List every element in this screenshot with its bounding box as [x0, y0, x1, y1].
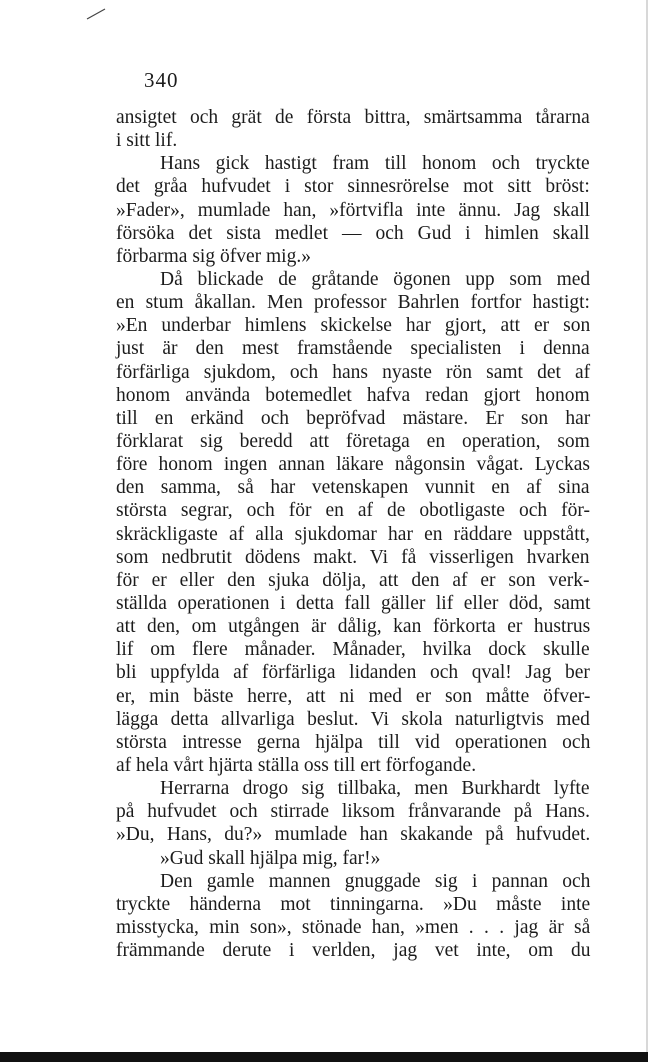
text-line: »Fader», mumlade han, »förtvifla inte ännu. Jag skall	[116, 199, 590, 221]
text-line: det gråa hufvudet i stor sinnesrörelse mot sitt bröst:	[116, 176, 590, 198]
text-line: af hela vårt hjärta ställa oss till ert förfogande.	[116, 754, 477, 776]
text-line: att den, om utgången är dålig, kan förkorta er hustrus	[116, 616, 591, 638]
text-line: ställda operationen i detta fall gäller lif eller död, samt	[116, 592, 591, 614]
text-line: skräckligaste af alla sjukdomar har en räddare uppstått,	[116, 523, 590, 545]
text-line: på hufvudet och stirrade liksom frånvarande på Hans.	[116, 801, 591, 823]
text-line: största intresse gerna hjälpa till vid operationen och	[116, 731, 591, 753]
text-line: bli uppfylda af förfärliga lidanden och qval! Jag ber	[116, 662, 590, 684]
text-line: Då blickade de gråtande ögonen upp som med	[160, 268, 591, 290]
text-line: »En underbar himlens skickelse har gjort, att er son	[116, 315, 591, 337]
text-line: Hans gick hastigt fram till honom och tryckte	[160, 153, 590, 175]
text-line: just är den mest framstående specialisten i denna	[116, 338, 590, 360]
text-line: försöka det sista medlet — och Gud i himlen skall	[116, 222, 590, 244]
text-line: före honom ingen annan läkare någonsin vågat. Lyckas	[116, 454, 590, 476]
text-line: Herrarna drogo sig tillbaka, men Burkhardt lyfte	[160, 778, 590, 800]
page-number: 340	[144, 68, 179, 92]
corner-pencil-mark	[86, 8, 106, 20]
text-line: förklarat sig beredd att företaga en operation, som	[116, 430, 590, 452]
text-line: till en erkänd och bepröfvad mästare. Er son har	[116, 407, 591, 429]
text-line: lägga detta allvarliga beslut. Vi skola naturligtvis med	[116, 708, 590, 730]
text-line: er, min bäste herre, att ni med er son måtte öfver-	[116, 685, 591, 707]
text-line: i sitt lif.	[116, 130, 178, 152]
text-line: honom använda botemedlet hafva redan gjort honom	[116, 384, 590, 406]
text-line: en stum åkallan. Men professor Bahrlen fortfor hastigt:	[116, 292, 590, 314]
text-line: ansigtet och grät de första bittra, smärtsamma tårarna	[116, 107, 590, 128]
text-line: främmande derute i verlden, jag vet inte, om du	[116, 940, 591, 962]
text-line: misstycka, min son», stönade han, »men . . . jag är så	[116, 916, 591, 938]
text-line: största segrar, och för en af de obotligaste och för-	[116, 500, 590, 522]
text-line: lif om flere månader. Månader, hvilka dock skulle	[116, 639, 590, 661]
text-line: förbarma sig öfver mig.»	[116, 245, 311, 267]
text-line: Den gamle mannen gnuggade sig i pannan och	[160, 870, 591, 892]
text-line: tryckte händerna mot tinningarna. »Du måste inte	[116, 893, 591, 915]
text-line: som nedbrutit dödens makt. Vi få visserligen hvarken	[116, 546, 590, 568]
text-line: den samma, så har vetenskapen vunnit en af sina	[116, 477, 590, 499]
bottom-scan-border	[0, 1052, 648, 1062]
body-text	[116, 106, 590, 962]
text-line: »Gud skall hjälpa mig, far!»	[160, 847, 381, 869]
text-line: förfärliga sjukdom, och hans nyaste rön samt det af	[116, 361, 591, 383]
text-line: »Du, Hans, du?» mumlade han skakande på hufvudet.	[116, 824, 591, 846]
text-line: för er eller den sjuka dölja, att den af er son verk-	[116, 569, 590, 591]
